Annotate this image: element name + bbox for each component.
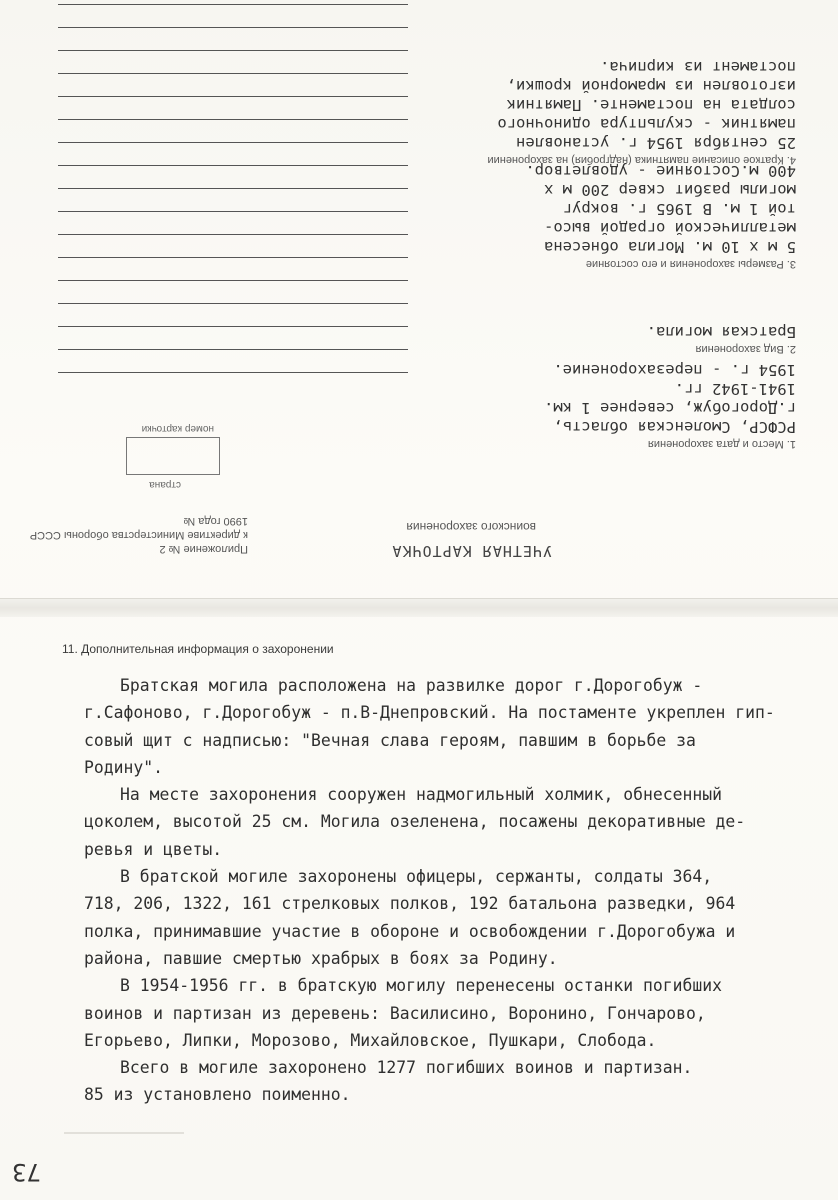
paragraph [84, 1054, 804, 1109]
section-line: могилы разбит сквер 200 м х [544, 181, 796, 199]
text-line: 85 из установлено поименно. [84, 1085, 351, 1105]
ruled-line [58, 257, 408, 280]
section-header: 11. Дополнительная информация о захоронении [62, 642, 334, 656]
section-burial-type [416, 322, 796, 355]
appendix-line: 1990 года № [183, 515, 248, 527]
section-burial-place [416, 360, 796, 450]
ruled-line [58, 303, 408, 326]
additional-info-text [84, 672, 804, 1109]
page-number: 73 [12, 1158, 41, 1186]
section-label: 3. Размеры захоронения и его состояние [585, 258, 796, 270]
text-line: полка, принимавшие участие в обороне и освобождении г.Дорогобужа и [84, 921, 736, 941]
ruled-line [58, 27, 408, 50]
ruled-line [58, 50, 408, 73]
paragraph [84, 781, 804, 863]
ruled-line [58, 142, 408, 165]
ruled-line [58, 4, 408, 27]
ruled-lines-block [58, 4, 408, 395]
text-line: Егорьево, Липки, Морозово, Михайловское, Пушкари, Слобода. [84, 1030, 657, 1050]
section-burial-size [416, 161, 796, 270]
page-label: страна [149, 479, 181, 490]
ruled-line [58, 211, 408, 234]
section-line: той 1 м. В 1965 г. вокруг [562, 200, 796, 218]
section-line: 1941-1942 гг. [674, 380, 796, 398]
text-line: г.Сафоново, г.Дорогобуж - п.В-Днепровский. На постаменте укреплен гип- [84, 703, 775, 723]
text-line: На месте захоронения сооружен надмогильный холмик, обнесенный [120, 785, 722, 805]
ruled-line [58, 280, 408, 303]
ruled-line [58, 188, 408, 211]
section-label: 2. Вид захоронения [695, 343, 796, 355]
card-number-box [126, 437, 220, 475]
section-line: памятник - скульптура одиночного [497, 115, 796, 133]
ruled-line [58, 349, 408, 372]
section-line: солдата на постаменте. Памятник [506, 96, 796, 114]
paper-smudge [64, 1132, 184, 1134]
card-number-label: номер карточки [141, 423, 214, 434]
section-label: 1. Место и дата захоронения [647, 438, 796, 450]
section-monument-description [416, 57, 796, 166]
text-line: Всего в могиле захоронено 1277 погибших воинов и партизан. [120, 1058, 693, 1078]
section-line: 1954 г. - перезахоронение. [553, 361, 796, 379]
text-line: воинов и партизан из деревень: Василисино, Воронино, Гончарово, [84, 1003, 706, 1023]
section-line: Братская могила. [646, 323, 796, 341]
card-subtitle: воинского захоронения [406, 520, 536, 534]
text-line: Родину". [84, 757, 163, 777]
text-line: Братская могила расположена на развилке дорог г.Дорогобуж - [120, 676, 703, 695]
ruled-line [58, 326, 408, 349]
appendix-line: к директиве Министерства обороны СССР [29, 529, 248, 541]
section-line: металлической оградой высо- [544, 219, 796, 237]
ruled-line [58, 119, 408, 142]
section-label: 4. Краткое описание памятника (надгробия) на захоронении [487, 154, 796, 166]
ruled-line [58, 96, 408, 119]
paragraph [84, 672, 804, 781]
section-line: изготовлен из мраморной крошки, [506, 77, 796, 95]
ruled-line [58, 234, 408, 257]
text-line: цоколем, высотой 25 см. Могила озеленена, посажены декоративные де- [84, 812, 746, 832]
paragraph [84, 863, 804, 972]
ruled-line [58, 73, 408, 96]
text-line: совый щит с надписью: "Вечная слава героям, павшим в борьбе за [84, 730, 696, 750]
text-line: ревья и цветы. [84, 839, 223, 859]
section-line: РСФСР, Смоленская область, [553, 418, 796, 436]
additional-info-section [0, 616, 838, 1200]
paper-fold [0, 598, 838, 617]
section-line: постамент из кирпича. [600, 58, 796, 76]
section-line: 25 сентября 1954 г. установлен [516, 134, 796, 152]
section-line: г.Дорогобуж, севернее 1 км. [544, 399, 796, 417]
section-line: 400 м.Состояние - удовлетвор. [525, 162, 796, 180]
section-line: 5 м х 10 м. Могила обнесена [544, 238, 796, 256]
appendix-line: Приложение № 2 [159, 543, 248, 555]
ruled-line [58, 372, 408, 395]
appendix-note [8, 514, 248, 556]
text-line: В братской могиле захоронены офицеры, сержанты, солдаты 364, [120, 867, 713, 887]
text-line: В 1954-1956 гг. в братскую могилу перенесены останки погибших [120, 976, 722, 996]
card-title: УЧЕТНАЯ КАРТОЧКА [391, 542, 552, 560]
text-line: 718, 206, 1322, 161 стрелковых полков, 192 батальона разведки, 964 [84, 894, 736, 914]
paragraph [84, 972, 804, 1054]
ruled-line [58, 165, 408, 188]
text-line: района, павшие смертью храбрых в боях за Родину. [84, 948, 558, 968]
